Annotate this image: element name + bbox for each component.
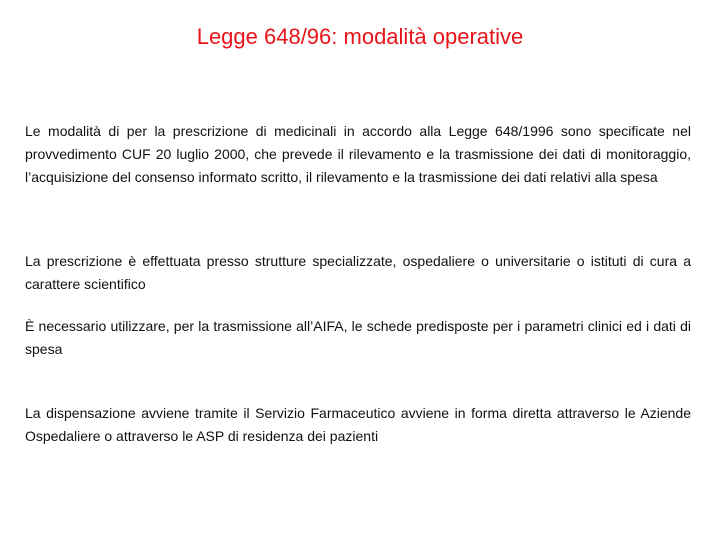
slide-title: Legge 648/96: modalità operative	[196, 24, 524, 49]
paragraph-spec-modalities: Le modalità di per la prescrizione di medicinali in accordo alla Legge 648/1996 sono specificate nel provvedimento CUF 20 luglio 2000, che prevede il rilevamento e la trasmissione dei dati di monitoraggio, l’acquisizione del consenso informato scritto, il rilevamento e la trasmissione dei dati relativi alla spesa	[25, 123, 691, 185]
paragraph-aifa-forms: È necessario utilizzare, per la trasmissione all’AIFA, le schede predisposte per i parametri clinici ed i dati di spesa	[25, 318, 691, 357]
paragraph-prescription-facilities: La prescrizione è effettuata presso strutture specializzate, ospedaliere o universitarie o istituti di cura a carattere scientifico	[25, 253, 691, 292]
paragraph-dispensing: La dispensazione avviene tramite il Servizio Farmaceutico avviene in forma diretta attraverso le Aziende Ospedaliere o attraverso le ASP di residenza dei pazienti	[25, 405, 691, 444]
